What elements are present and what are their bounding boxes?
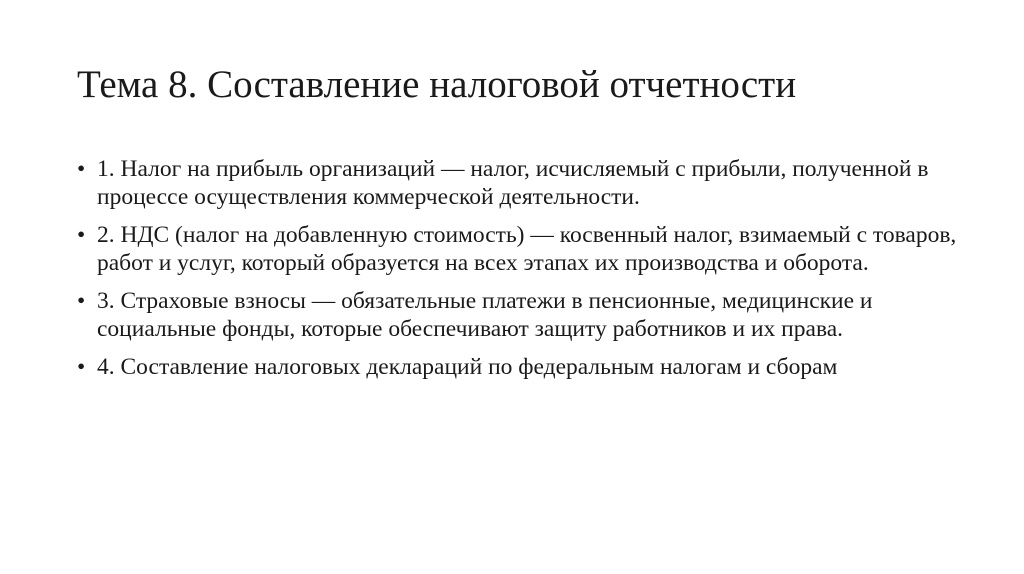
bullet-dot-icon: • [77,354,86,380]
bullet-dot-icon: • [77,288,86,314]
bullet-list [77,155,957,391]
bullet-item-3 [77,287,957,343]
bullet-dot-icon: • [77,222,86,248]
bullet-text-3: 3. Страховые взносы — обязательные платежи в пенсионные, медицинские и социальные фонды, которые обеспечивают защиту работников и их права. [97,288,873,342]
bullet-item-2 [77,221,957,277]
bullet-text-2: 2. НДС (налог на добавленную стоимость) — косвенный налог, взимаемый с товаров, работ и услуг, который образуется на всех этапах их производства и оборота. [97,222,957,276]
bullet-item-4 [77,353,957,381]
slide-title: Тема 8. Составление налоговой отчетности [77,63,797,106]
bullet-text-4: 4. Составление налоговых деклараций по федеральным налогам и сборам [97,354,838,380]
bullet-dot-icon: • [77,156,86,182]
bullet-text-1: 1. Налог на прибыль организаций — налог, исчисляемый с прибыли, полученной в процессе осуществления коммерческой деятельности. [97,156,929,210]
bullet-item-1 [77,155,957,211]
